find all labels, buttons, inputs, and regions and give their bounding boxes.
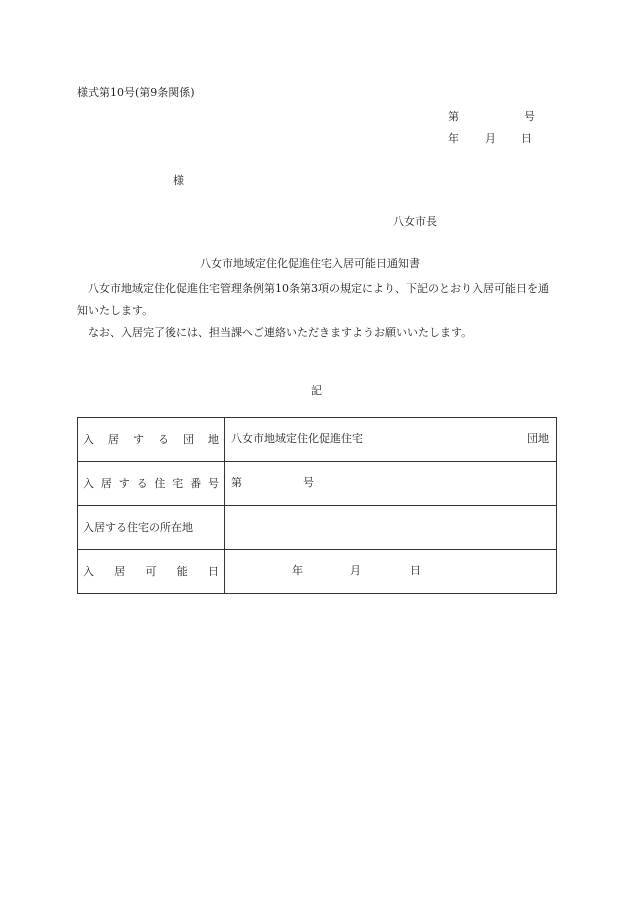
house-number-suffix: 号 [303, 476, 314, 489]
row-label-cell [78, 550, 225, 594]
table-row [78, 462, 557, 506]
row-label-cell [78, 418, 225, 462]
issue-date-year: 年 [448, 132, 459, 145]
row-value-cell [225, 550, 557, 594]
body-paragraph-2: なお、入居完了後には、担当課へご連絡いただきますようお願いいたします。 [88, 326, 473, 339]
ki-heading: 記 [311, 384, 322, 397]
row-label: 入居する住宅番号 [83, 476, 219, 490]
move-in-day: 日 [410, 564, 421, 577]
row-label-cell [78, 462, 225, 506]
house-number-prefix: 第 [231, 476, 242, 489]
table-row [78, 418, 557, 462]
body-text [77, 278, 557, 344]
row-label: 入居可能日 [83, 564, 219, 578]
form-id: 様式第10号(第9条関係) [77, 86, 195, 99]
danchi-suffix: 団地 [527, 432, 549, 445]
document-number-suffix: 号 [524, 110, 535, 123]
move-in-month: 月 [350, 564, 361, 577]
table-row [78, 506, 557, 550]
body-paragraph-1: 八女市地域定住化促進住宅管理条例第10条第3項の規定により、下記のとおり入居可能日を通知いたします。 [77, 282, 549, 317]
row-value-cell [225, 506, 557, 550]
row-label: 入居する団地 [83, 432, 219, 446]
row-label-cell [78, 506, 225, 550]
issue-date-day: 日 [521, 132, 532, 145]
move-in-year: 年 [292, 564, 303, 577]
issue-date-month: 月 [485, 132, 496, 145]
table-row [78, 550, 557, 594]
addressee-honorific: 様 [173, 174, 184, 187]
document-number-prefix: 第 [448, 110, 459, 123]
danchi-name: 八女市地域定住化促進住宅 [231, 432, 363, 445]
issuer: 八女市長 [393, 215, 437, 228]
row-value-cell [225, 462, 557, 506]
row-value-cell [225, 418, 557, 462]
row-label: 入居する住宅の所在地 [83, 520, 193, 534]
document-title: 八女市地域定住化促進住宅入居可能日通知書 [200, 257, 420, 270]
info-table [77, 417, 557, 594]
